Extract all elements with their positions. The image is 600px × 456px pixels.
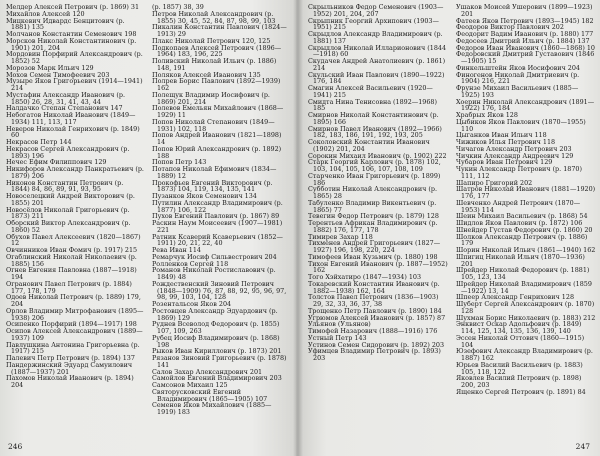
- index-entry: Святорусковский Евгений Владимирович (1865—1905) 107: [152, 387, 268, 403]
- index-entry: Шеин Михаил Васильевич (р. 1868) 54: [456, 212, 588, 221]
- index-entry: Федоровский Дмитрий Густавович (1846—1905) 15: [456, 50, 595, 65]
- index-entry: Субботин Николай Александрович (р. 1865) 28: [308, 185, 438, 200]
- index-entry: Терентьев Африкан Владимирович (р. 1882) 176, 177, 178: [308, 219, 438, 234]
- index-entry: Пухов Евгений Павлович (р. 1867) 89: [152, 212, 280, 221]
- index-entry: Феодорит Вадим Иванович (р. 1880) 177: [456, 30, 594, 38]
- index-entry: Морсков Николай Константинович (р. 1901) 201, 204: [6, 36, 137, 52]
- index-entry: Ростовцев Александр Эдуардович (р. 1869) 129: [152, 306, 278, 322]
- index-entry: Того Хэйхатиро (1847—1934) 103: [308, 273, 422, 281]
- index-entry: Скудачев Андрей Анатолиевич (р. 1861) 214: [308, 57, 446, 72]
- index-entry: Мицкевич Идвардс Бенцитович (р. 1881) 135: [6, 16, 125, 32]
- index-entry: Тихон Евгений Иванович (р. 1887—1952) 162: [308, 259, 448, 275]
- index-entry: Рева Иван 114: [152, 246, 201, 254]
- index-entry: Никифоров Александр Панкратьевич (р. 1879) 206: [6, 165, 144, 180]
- index-entry: Пикалин Константин Павлович (1824—1913) 29: [152, 23, 287, 38]
- index-entry: Соколовский Константин Иванович (1902) 201, 204: [308, 138, 430, 153]
- index-entry: Морозов Марк Ильич 129: [6, 63, 94, 72]
- index-entry: Устинов Семен Сидорович (р. 1892) 203: [308, 340, 445, 349]
- index-entry: Трощенко Петр Павлович (р. 1890) 184: [308, 306, 442, 315]
- index-entry: Орлов Владимир Митрофанович (1895—1938) 206: [6, 306, 144, 322]
- index-entry: Налдачко Степан Степанович 147: [6, 104, 123, 113]
- index-entry: Рязанов Зиновий Григорьевич (р. 1878) 141: [152, 354, 287, 369]
- index-entry: Эссен Николай Оттович (1860—1915) 104: [456, 333, 585, 349]
- index-entry: Некрасов Сергей Александрович (р. 1893) 196: [6, 144, 130, 160]
- index-entry: Осипов Алексей Александрович (1889—1937) 109: [6, 327, 143, 342]
- index-entry: Семенов Яков Михайлович (1885—1919) 183: [152, 401, 272, 416]
- index-entry: (р. 1857) 38, 39: [152, 4, 204, 11]
- index-entry: Мелдер Алексей Петрович (р. 1869) 31: [6, 4, 140, 11]
- index-entry: Одоев Николай Петрович (р. 1889) 179, 204: [6, 293, 141, 308]
- index-entry: Цыбиков Яков Павлович (1870—1955) 110: [456, 117, 586, 133]
- index-entry: Фрунзе Михаил Васильевич (1885—1925) 193: [456, 84, 579, 99]
- index-entry: Табуленко Владимир Викентьевич (р. 1865) 77: [308, 198, 437, 214]
- index-entry: Попов Петр 143: [152, 158, 207, 167]
- index-entry: Шатров Николай Иванович (1881—1920) 176, 177: [456, 185, 596, 200]
- index-entry: Чукин Александр Петрович (р. 1870) 111, 112: [456, 165, 582, 180]
- index-entry: Плакс Николай Петрович 120, 125: [152, 36, 271, 45]
- index-entry: Скрыпник Георгий Архипович (1903—1951) 215: [308, 16, 439, 32]
- index-entry: Шрейдер Николай Владимирович (1859—1922) 13, 14: [456, 279, 592, 295]
- index-entry: Тихменев Андрей Григорьевич (1827—1927) 196, 198, 220, 224: [308, 239, 441, 254]
- index-entry: Поляков Алексей Иванович 135: [152, 70, 261, 79]
- index-entry: Петров Николай Александрович (р. 1855) 30, 45, 52, 84, 87, 98, 99, 103: [152, 9, 276, 25]
- index-entry: Пандержинский Эдуард Самуилович (1887—1937) 201: [6, 360, 133, 376]
- index-entry: Смагин Алексей Васильевич (1920—1941) 215: [308, 84, 433, 99]
- index-entry: Самсонов Михаил 125: [152, 381, 228, 389]
- index-entry: Ушаков Моисей Ушерович (1899—1923) 201: [456, 4, 593, 18]
- index-entry: Тимофеев Иван Кузьмич (р. 1880) 198: [308, 252, 438, 261]
- index-entry: Прокофьев Евгений Викторович (р. 1873) 104, 119, 134, 135, 141: [152, 178, 273, 194]
- index-entry: Скульский Иван Павлович (1890—1922) 176, 184: [308, 70, 445, 86]
- index-entry: Ремарчук Иосиф Сильвестрович 204: [152, 252, 277, 261]
- index-entry: Шорин Николай Ильич (1861—1940) 162: [456, 246, 596, 254]
- index-entry: Обухов Павел Алексеевич (1820—1867) 12: [6, 232, 141, 248]
- index-entry: Никонов Константин Петрович (р. 1844) 84, 86, 89, 91, 93, 95: [6, 178, 124, 194]
- index-entry: Финогенов Николай Дмитриевич (р. 1904) 216, 221: [456, 70, 580, 86]
- index-entry: Новоселецкий Андрей Викторович (р. 1855) 201: [6, 192, 135, 207]
- index-entry: Шидлов Яков Павлович (р. 1872) 106: [456, 219, 583, 227]
- index-entry: Финкельштейн Яков Иосифович 204: [456, 63, 580, 72]
- index-entry: Попов Николай Степанович (1849—1931) 102, 118: [152, 117, 275, 133]
- index-entry: Шухман Борис Николаевич (р. 1883) 212: [456, 313, 596, 322]
- left-page: [0, 0, 296, 456]
- index-entry: Пахомов Николай Иванович (р. 1894) 204: [6, 374, 134, 389]
- index-entry: Яковлев Василий Петрович (р. 1898) 200, 203: [456, 374, 582, 389]
- index-entry: Огранович Павел Петрович (р. 1884) 177, 178, 179: [6, 279, 132, 295]
- index-entry: Цыганков Иван Ильич 118: [456, 131, 547, 140]
- index-entry: Огаблинский Николай Николаевич (р. 1885) 156: [6, 252, 137, 268]
- index-entry: Старк Георгий Карлович (р. 1878) 102, 103, 104, 105, 106, 107, 108, 109: [308, 158, 441, 173]
- index-entry: Хоерин Николай Александрович (1891—1922) 176, 184: [456, 97, 595, 113]
- left-column-1: [6, 4, 144, 416]
- index-entry: Старченко Иван Григорьевич (р. 1899) 186: [308, 171, 441, 187]
- index-entry: Толстов Павел Петрович (1836—1903) 29, 32, 33, 36, 37, 38: [308, 293, 439, 308]
- left-page-columns: [6, 4, 290, 416]
- index-entry: Мордовин Порфирий Александрович (р. 1852) 52: [6, 50, 143, 65]
- index-entry: Скрыльников Федор Семенович (1903—1952) 201, 204, 207: [308, 4, 444, 18]
- index-entry: Уфимцев Владимир Петрович (р. 1893) 203: [308, 347, 441, 362]
- index-entry: Оборский Виктор Александрович (р. 1860) 52: [6, 219, 131, 234]
- index-entry: Ульянов (Ульянов): [308, 320, 371, 329]
- index-entry: Шнейдер Густав Федорович (р. 1860) 20: [456, 225, 593, 234]
- index-entry: Фатеев Яков Петрович (1893—1945) 182: [456, 16, 594, 25]
- index-entry: Подкопаев Алексей Петрович (1896—1964) 183, 196, 225: [152, 43, 282, 59]
- index-entry: Некрасов Петр 144: [6, 138, 72, 146]
- index-entry: Нечес Ефим Филиппович 129: [6, 158, 107, 167]
- index-entry: Токаревский Константин Иванович (р. 1882—1938) 162, 164: [308, 279, 440, 295]
- right-column-2: [456, 4, 596, 396]
- index-entry: Скрыдлов Николай Илларионович (1844—1918) 60: [308, 43, 447, 59]
- index-entry: Федосеев Дмитрий Ильич (р. 1884) 137: [456, 36, 590, 45]
- index-entry: Шапиро Григорий 202: [456, 178, 533, 187]
- index-entry: Шрейдер Николай Федорович (р. 1881) 105, 123, 134: [456, 266, 590, 281]
- index-entry: Мустафин Александр Иванович (р. 1850) 26, 28, 31, 41, 43, 44: [6, 90, 125, 106]
- index-entry: Чичкин Александр Андреевич 129: [456, 151, 574, 160]
- index-entry: Рыков Иван Кириллович (р. 1873) 201: [152, 347, 282, 356]
- index-entry: Чичагов Александр Петрович 203: [456, 144, 572, 153]
- index-entry: Палевич Петр Петрович (р. 1894) 137: [6, 354, 135, 362]
- index-entry: Полещук Владимир Иосифович (р. 1869) 201, 214: [152, 90, 270, 106]
- index-entry: Павлушкина Антонина Григорьевна (р. 1917) 215: [6, 340, 140, 356]
- index-entry: Смирнов Павел Иванович (1892—1966) 182, 183, 186, 191, 192, 193, 205: [308, 124, 442, 140]
- index-entry: Тевегин Федор Петрович (р. 1879) 128: [308, 212, 439, 221]
- index-entry: Сорокин Михаил Иванович (р. 1902) 222: [308, 151, 447, 160]
- index-entry: Мохов Семен Тимофеевич 203: [6, 70, 110, 79]
- index-entry: Попов Андрей Иванович (1821—1898) 14: [152, 131, 282, 146]
- index-entry: Музыре Яков Григорьевич (1914—1941) 214: [6, 77, 143, 92]
- index-entry: Смирнов Николай Константинович (р. 1895) 166: [308, 111, 439, 126]
- index-entry: Огнев Евгения Павловна (1887—1918) 194: [6, 266, 137, 281]
- index-entry: Чубаров Иван Петрович 129: [456, 158, 553, 167]
- index-entry: Шолков Александр Петрович (р. 1886) 179: [456, 232, 588, 248]
- page-number-right: 247: [575, 442, 590, 451]
- index-entry: Рождественский Зиновий Петрович (1848—1909) 76, 87, 88, 92, 95, 96, 97, 98, 99, 103, 104, 128: [152, 279, 287, 302]
- left-column-2: [152, 4, 290, 416]
- index-entry: Угрюмов Алексей Иванович (р. 1857) 87: [308, 313, 446, 322]
- index-entry: Небогатов Николай Иванович (1849—1934) 111, 113, 117: [6, 111, 136, 126]
- index-entry: Неверов Николай Генрихович (р. 1849) 60: [6, 124, 140, 140]
- index-entry: Юрьев Василий Васильевич (р. 1883) 105, 118, 122: [456, 360, 583, 376]
- index-entry: Скрыдлов Александр Владимирович (р. 1881) 137: [308, 30, 443, 45]
- index-entry: Салов Захар Александрович 201: [152, 367, 263, 376]
- index-entry: Полевов Емельян Михайлович (1868—1929) 11: [152, 104, 284, 119]
- index-entry: Путилин Александр Владимирович (р. 1877) 106, 122: [152, 198, 283, 214]
- index-entry: Новосёлов Николай Григорьевич (р. 1873) 211: [6, 205, 130, 221]
- index-entry: Михайлов Алексей 120: [6, 9, 85, 18]
- index-entry: Раскин Наум Моисеевич (1907—1981) 221: [152, 219, 283, 234]
- index-entry: Феодоров Виктор Павлович 202: [456, 23, 564, 32]
- index-entry: Розентальсон Яков 204: [152, 300, 232, 308]
- index-entry: Ролленков Сергей 118: [152, 259, 229, 268]
- index-entry: Осипенко Порфирий (1894—1917) 198: [6, 320, 137, 329]
- right-page: [296, 0, 600, 456]
- page-number-left: 246: [8, 442, 23, 451]
- index-entry: Тимофей Назарович (1888—1916) 176: [308, 327, 438, 335]
- index-entry: Ященко Сергей Петрович (р. 1891) 84: [456, 387, 586, 396]
- index-entry: Тимирев Захар 118: [308, 232, 373, 241]
- index-entry: Рубец Иосиф Владимирович (р. 1868) 198: [152, 333, 280, 349]
- index-entry: Полрев Борис Павлович (1892—1939) 162: [152, 77, 281, 92]
- index-entry: Чижиков Илья Петрович 118: [456, 138, 556, 146]
- index-entry: Храбрых Яков 128: [456, 111, 518, 119]
- index-entry: Ратник Ксаверий Ксаверьевич (1852—1911) 20, 21, 22, 40: [152, 232, 283, 248]
- index-entry: Потапов Николай Ефимович (1834—1889) 12: [152, 165, 277, 180]
- index-entry: Романов Николай Ростиславович (р. 1849) 48: [152, 266, 276, 281]
- right-column-1: [308, 4, 448, 396]
- index-entry: Энквист Оскар Адольфович (р. 1849) 114, 125, 134, 135, 136, 139, 140: [456, 320, 582, 335]
- index-entry: Шевченко Андрей Петрович (1870—1953) 114: [456, 198, 581, 214]
- index-entry: Овчинников Иван Фомич (р. 1917) 215: [6, 246, 138, 254]
- right-page-columns: [308, 4, 596, 396]
- index-entry: Попов Юрий Александрович (р. 1892) 188: [152, 144, 282, 160]
- index-entry: Смидта Нина Тенисовна (1892—1968) 185: [308, 97, 437, 113]
- index-entry: Руднев Всеволод Федорович (р. 1855) 107, 109, 263: [152, 320, 280, 335]
- index-entry: Юзефович Александр Владимирович (р. 1887) 162: [456, 347, 593, 362]
- index-entry: Пузанков Яков Семенович 134: [152, 192, 257, 200]
- index-entry: Шуберт Сергей Александрович (р. 1870) 128: [456, 300, 595, 315]
- index-entry: Федоров Иван Иванович (1860—1868) 10: [456, 43, 595, 52]
- index-entry: Молчанов Константин Семенович 198: [6, 30, 137, 38]
- index-entry: Поливский Николай Ильич (р. 1886) 148, 191: [152, 57, 277, 72]
- index-entry: Шпеер Александр Генрихович 128: [456, 293, 575, 302]
- index-entry: Шпигиц Николай Ильич (1870—1936) 201: [456, 252, 585, 268]
- index-entry: Самойлов Евгений Владимирович 203: [152, 374, 282, 383]
- index-entry: Устный Петр 143: [308, 333, 367, 342]
